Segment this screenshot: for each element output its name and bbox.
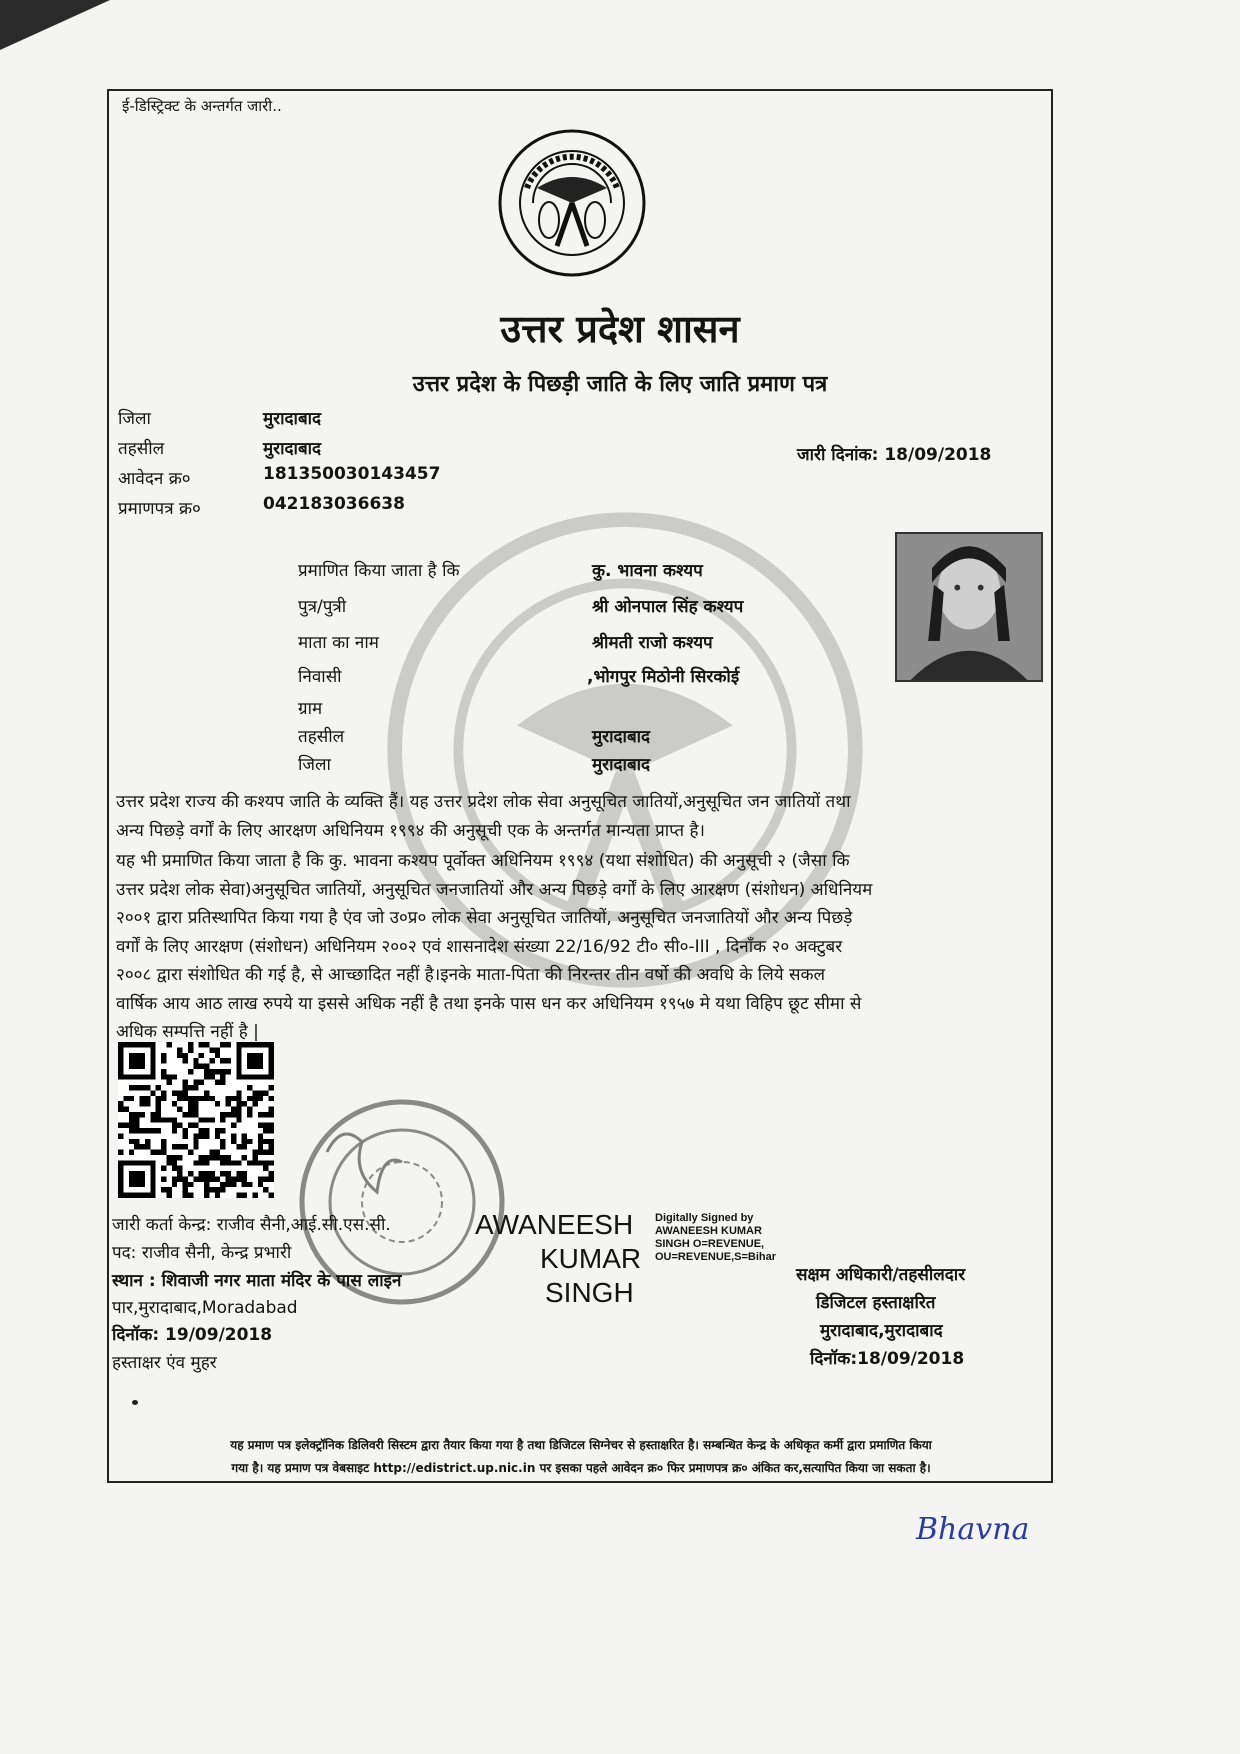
mother-value: श्रीमती राजो कश्यप <box>592 633 713 653</box>
signature-meta-line: Digitally Signed by <box>655 1212 754 1224</box>
page-subtitle: उत्तर प्रदेश के पिछड़ी जाति के लिए जाति प्रमाण पत्र <box>412 372 828 397</box>
paragraph-line: अन्य पिछड़े वर्गों के लिए आरक्षण अधिनियम १९९४ की अनुसूची एक के अन्तर्गत मान्यता प्राप्त है। <box>116 820 705 841</box>
issue-date: जारी दिनांक: 18/09/2018 <box>797 445 992 465</box>
details-tehsil-label: तहसील <box>298 727 345 747</box>
issuer-date: दिनॉक: 19/09/2018 <box>112 1325 273 1345</box>
qr-code-icon <box>118 1042 274 1198</box>
application-label: आवेदन क्र० <box>118 469 191 489</box>
authority-digital: डिजिटल हस्ताक्षरित <box>816 1293 936 1313</box>
ink-dot <box>132 1400 138 1405</box>
district-value: मुरादाबाद <box>263 409 322 429</box>
resident-label: निवासी <box>298 667 342 687</box>
handwritten-name: Bhavna <box>916 1512 1030 1547</box>
district-label: जिला <box>118 409 151 429</box>
certified-label: प्रमाणित किया जाता है कि <box>298 561 460 581</box>
paragraph-line: यह भी प्रमाणित किया जाता है कि कु. भावना कश्यप पूर्वोक्त अधिनियम १९९४ (यथा संशोधित) की अनुसूची २ (जैसा कि <box>116 851 850 871</box>
issuer-place-line2: पार,मुरादाबाद,Moradabad <box>112 1298 298 1318</box>
authority-date: दिनॉक:18/09/2018 <box>810 1349 965 1369</box>
tehsil-value: मुरादाबाद <box>263 439 322 459</box>
application-value: 181350030143457 <box>263 464 441 484</box>
paragraph-line: अधिक सम्पत्ति नहीं है | <box>116 1022 259 1042</box>
paragraph-line: २००८ द्वारा संशोधित की गई है, से आच्छादित नहीं है।इनके माता-पिता की निरन्तर तीन वर्षो की अवधि के लिये सकल <box>116 965 826 985</box>
income-paragraph <box>116 847 1046 1047</box>
authority-location: मुरादाबाद,मुरादाबाद <box>820 1321 943 1341</box>
signature-meta-line: OU=REVENUE,S=Bihar <box>655 1251 777 1263</box>
paragraph-line: २००१ द्वारा प्रतिस्थापित किया गया है एंव जो उ०प्र० लोक सेवा अनुसूचित जातियों, अनुसूचित जनजातियों और अन्य पिछड़े <box>116 908 853 928</box>
child-label: पुत्र/पुत्री <box>298 597 347 617</box>
issuer-center: जारी कर्ता केन्द्र: राजीव सैनी,आई.सी.एस.सी. <box>112 1215 391 1235</box>
government-emblem-icon <box>497 128 647 278</box>
paragraph-line: वार्षिक आय आठ लाख रुपये या इससे अधिक नहीं है तथा इनके पास धन कर अधिनियम १९५७ मे यथा विहिप छूट सीमा से <box>116 993 862 1014</box>
issuer-place-line1: स्थान : शिवाजी नगर माता मंदिर के पास लाइन <box>112 1271 402 1291</box>
details-district-value: मुरादाबाद <box>592 755 651 775</box>
footer-line: गया है। यह प्रमाण पत्र वेबसाइट http://edistrict.up.nic.in पर इसका पहले आवेदन क्र० फिर प्रमाणपत्र क्र० अंकित कर,सत्यापित किया जा सकता है। <box>231 1461 931 1475</box>
page-corner-fold <box>0 0 110 50</box>
tehsil-label: तहसील <box>118 439 165 459</box>
details-tehsil-value: मुरादाबाद <box>592 727 651 747</box>
applicant-photo <box>895 532 1043 682</box>
signature-meta-line: SINGH O=REVENUE, <box>655 1238 765 1250</box>
signature-name-line: KUMAR <box>540 1243 642 1274</box>
details-district-label: जिला <box>298 755 331 775</box>
caste-paragraph <box>116 788 1046 845</box>
village-label: ग्राम <box>298 699 323 719</box>
paragraph-line: उत्तर प्रदेश राज्य की कश्यप जाति के व्यक्ति हैं। यह उत्तर प्रदेश लोक सेवा अनुसूचित जातियों,अनुसूचित जन जातियों तथा <box>116 792 851 812</box>
signature-name-line: AWANEESH <box>475 1209 634 1240</box>
signature-meta-line: AWANEESH KUMAR <box>655 1225 762 1237</box>
mother-label: माता का नाम <box>298 633 379 653</box>
signature-meta <box>655 1212 776 1264</box>
authority-title: सक्षम अधिकारी/तहसीलदार <box>796 1265 966 1285</box>
footer-note <box>116 1434 1046 1480</box>
footer-line: यह प्रमाण पत्र इलेक्ट्रॉनिक डिलिवरी सिस्टम द्वारा तैयार किया गया है तथा डिजिटल सिग्नेचर से हस्ताक्षरित है। सम्बन्धित केन्द्र के अधिकृत कर्मी द्वारा प्रमाणित किया <box>230 1438 932 1452</box>
header-note: ई-डिस्ट्रिक्ट के अन्तर्गत जारी.. <box>122 97 282 115</box>
resident-value: ,भोगपुर मिठोनी सिरकोई <box>587 667 740 687</box>
issuer-post: पद: राजीव सैनी, केन्द्र प्रभारी <box>112 1243 292 1263</box>
certificate-label: प्रमाणपत्र क्र० <box>118 499 201 519</box>
child-value: श्री ओनपाल सिंह कश्यप <box>592 597 744 617</box>
paragraph-line: वर्गों के लिए आरक्षण (संशोधन) अधिनियम २००२ एवं शासनादेश संख्या 22/16/92 टी० सी०-III , दिनाँक २० अक्टुबर <box>116 936 843 957</box>
signature-name-line: SINGH <box>545 1277 634 1308</box>
page-title: उत्तर प्रदेश शासन <box>500 307 740 351</box>
issuer-sign-seal: हस्ताक्षर एंव मुहर <box>112 1353 217 1373</box>
certified-value: कु. भावना कश्यप <box>592 561 703 581</box>
certificate-value: 042183036638 <box>263 494 405 514</box>
paragraph-line: उत्तर प्रदेश लोक सेवा)अनुसूचित जातियों, अनुसूचित जनजातियों और अन्य पिछड़े वर्गों के लिए आरक्षण (संशोधन) अधिनियम <box>116 879 873 900</box>
